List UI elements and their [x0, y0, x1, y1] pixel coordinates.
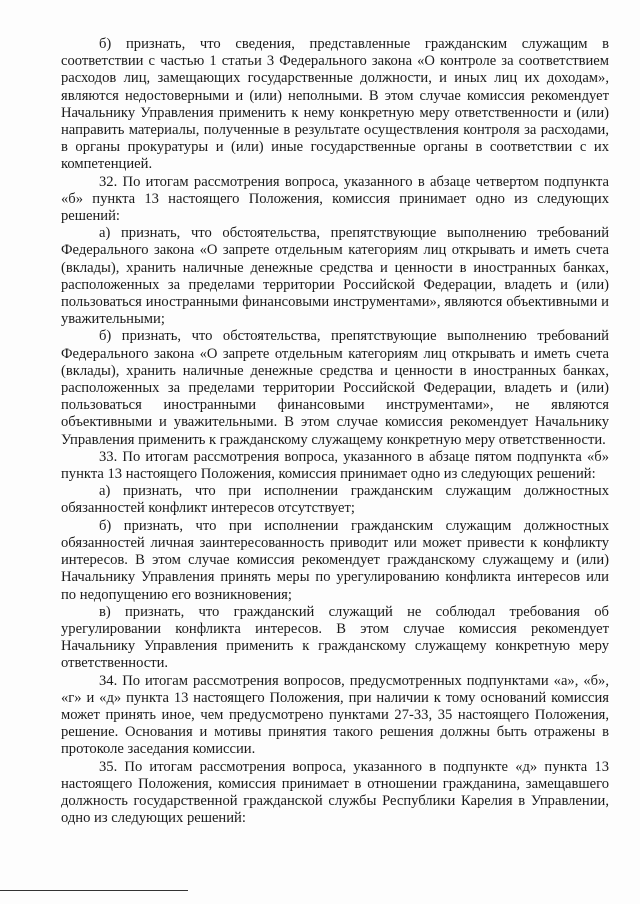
paragraph-33b: б) признать, что при исполнении гражданским служащим должностных обязанностей личная заинтересованность приводит или может привести к конфликту интересов. В этом случае комиссия рекомендует гражданскому служащему и (или) Начальнику Управления принять меры по урегулированию конфликта интересов или по недопущению его возникновения; — [61, 517, 609, 603]
paragraph-32b: б) признать, что обстоятельства, препятствующие выполнению требований Федерального закона «О запрете отдельным категориям лиц открывать и иметь счета (вклады), хранить наличные денежные средства и ценности в иностранных банках, расположенных за пределами территории Российской Федерации, владеть и (или) пользоваться иностранными финансовыми инструментами», не являются объективными и уважительными. В этом случае комиссия рекомендует Начальнику Управления применить к гражданскому служащему конкретную меру ответственности. — [61, 328, 609, 448]
paragraph-31b: б) признать, что сведения, представленные гражданским служащим в соответствии с частью 1 статьи 3 Федерального закона «О контроле за соответствием расходов лиц, замещающих государственные должности, и иных лиц их доходам», являются недостоверными и (или) неполными. В этом случае комиссия рекомендует Начальнику Управления применить к нему конкретную меру ответственности и (или) направить материалы, полученные в результате осуществления контроля за расходами, в органы прокуратуры и (или) иные государственные органы в соответствии с их компетенцией. — [61, 36, 609, 173]
paragraph-35: 35. По итогам рассмотрения вопроса, указанного в подпункте «д» пункта 13 настоящего Положения, комиссия принимает в отношении гражданина, замещавшего должность государственной гражданской службы Республики Карелия в Управлении, одно из следующих решений: — [61, 758, 609, 827]
paragraph-32: 32. По итогам рассмотрения вопроса, указанного в абзаце четвертом подпункта «б» пункта 13 настоящего Положения, комиссия принимает одно из следующих решений: — [61, 173, 609, 225]
paragraph-34: 34. По итогам рассмотрения вопросов, предусмотренных подпунктами «а», «б», «г» и «д» пункта 13 настоящего Положения, при наличии к тому оснований комиссия может принять иное, чем предусмотрено пунктами 27-33, 35 настоящего Положения, решение. Основания и мотивы принятия такого решения должны быть отражены в протоколе заседания комиссии. — [61, 672, 609, 758]
paragraph-32a: а) признать, что обстоятельства, препятствующие выполнению требований Федерального закона «О запрете отдельным категориям лиц открывать и иметь счета (вклады), хранить наличные денежные средства и ценности в иностранных банках, расположенных за пределами территории Российской Федерации, владеть и (или) пользоваться иностранными финансовыми инструментами», являются объективными и уважительными; — [61, 225, 609, 328]
paragraph-33a: а) признать, что при исполнении гражданским служащим должностных обязанностей конфликт интересов отсутствует; — [61, 483, 609, 517]
paragraph-33c: в) признать, что гражданский служащий не соблюдал требования об урегулировании конфликта интересов. В этом случае комиссия рекомендует Начальнику Управления применить к гражданскому служащему конкретную меру ответственности. — [61, 603, 609, 672]
footnote-divider — [0, 890, 188, 891]
paragraph-33: 33. По итогам рассмотрения вопроса, указанного в абзаце пятом подпункта «б» пункта 13 настоящего Положения, комиссия принимает одно из следующих решений: — [61, 448, 609, 483]
document-body — [61, 36, 609, 827]
